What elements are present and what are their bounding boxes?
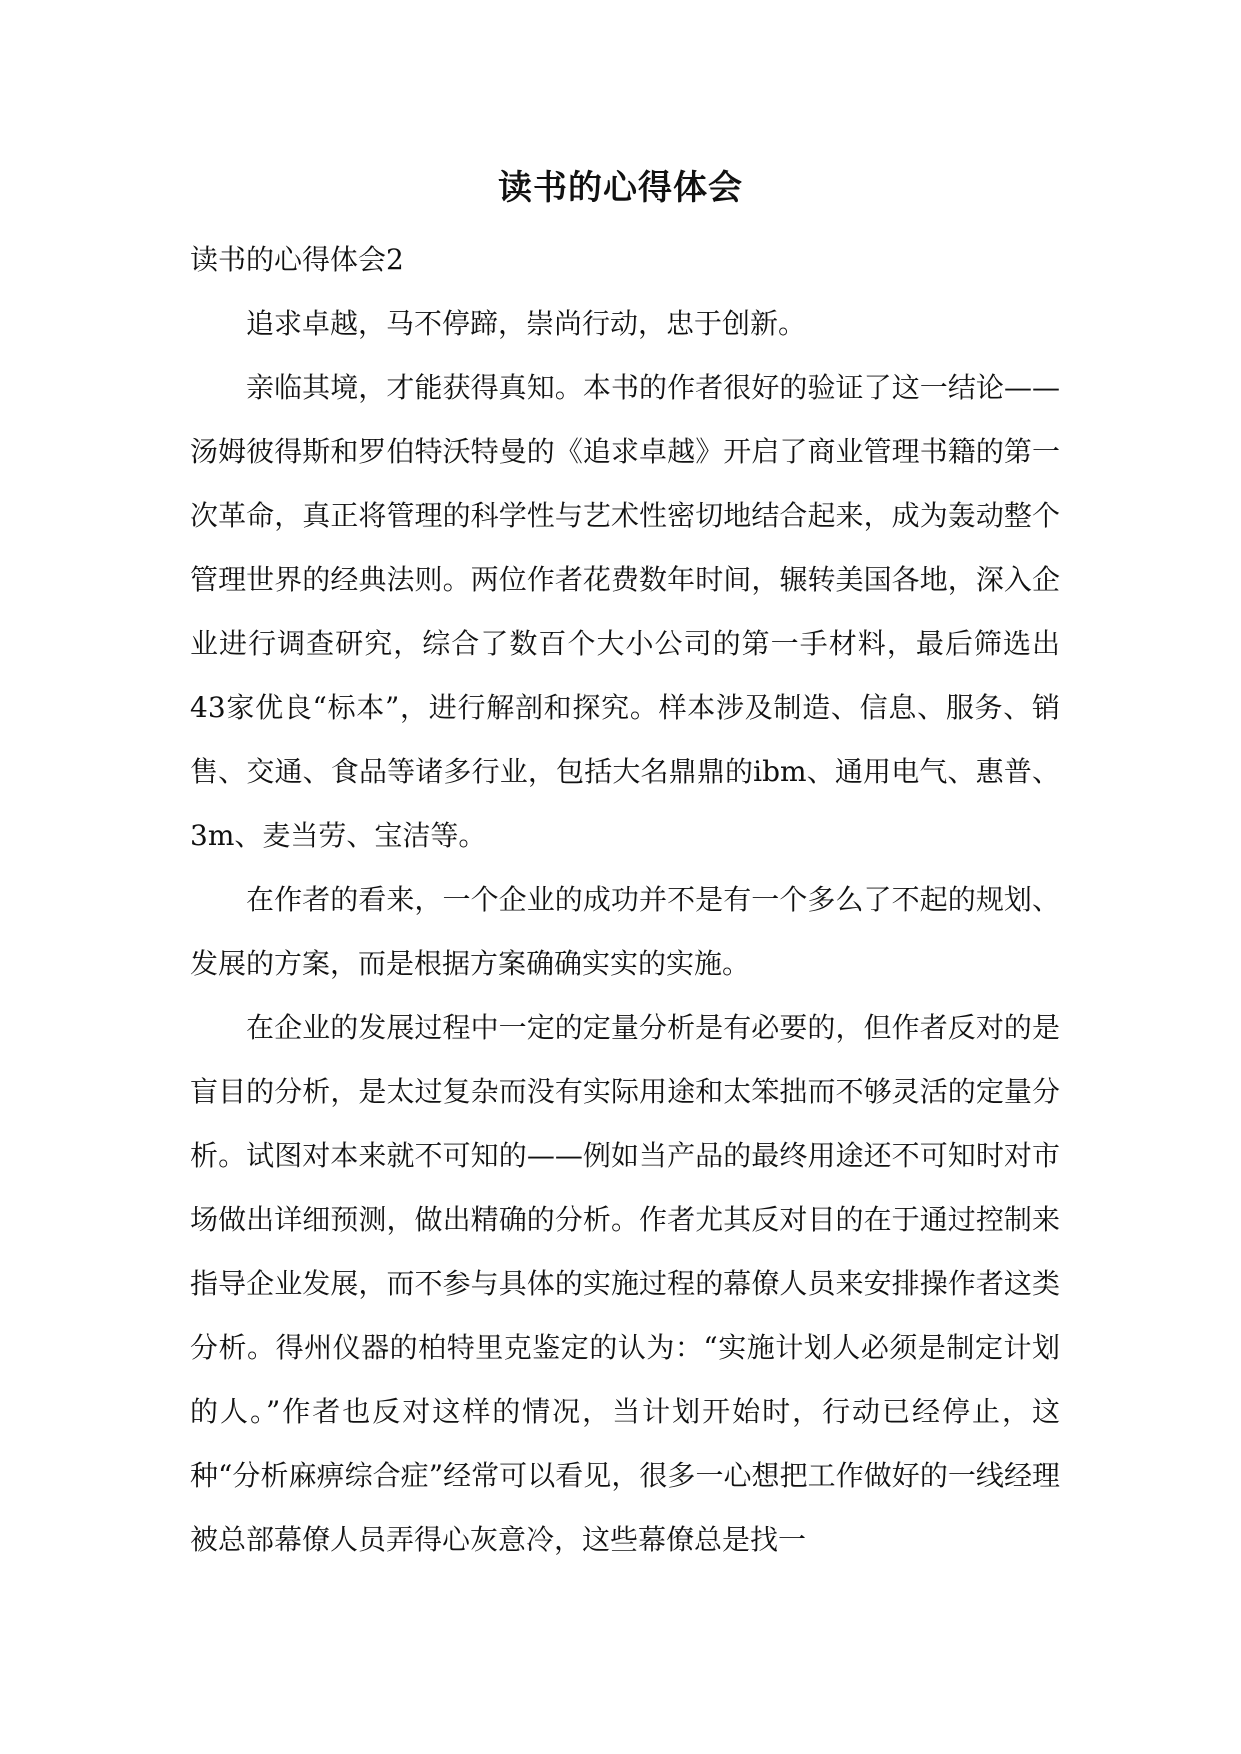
paragraph-2: 亲临其境，才能获得真知。本书的作者很好的验证了这一结论——汤姆彼得斯和罗伯特沃特曼的《追求卓越》开启了商业管理书籍的第一次革命，真正将管理的科学性与艺术性密切地结合起来，成为轰动整个管理世界的经典法则。两位作者花费数年时间，辗转美国各地，深入企业进行调查研究，综合了数百个大小公司的第一手材料，最后筛选出43家优良“标本”，进行解剖和探究。样本涉及制造、信息、服务、销售、交通、食品等诸多行业，包括大名鼎鼎的ibm、通用电气、惠普、3m、麦当劳、宝洁等。 (190, 371, 1060, 852)
document-body (190, 228, 1060, 1572)
document-title: 读书的心得体会 (498, 168, 743, 208)
section-subtitle: 读书的心得体会2 (190, 243, 404, 276)
paragraph-1: 追求卓越，马不停蹄，崇尚行动，忠于创新。 (246, 307, 807, 340)
paragraph-3: 在作者的看来，一个企业的成功并不是有一个多么了不起的规划、发展的方案，而是根据方案确确实实的实施。 (190, 883, 1060, 980)
paragraph-4: 在企业的发展过程中一定的定量分析是有必要的，但作者反对的是盲目的分析，是太过复杂而没有实际用途和太笨拙而不够灵活的定量分析。试图对本来就不可知的——例如当产品的最终用途还不可知时对市场做出详细预测，做出精确的分析。作者尤其反对目的在于通过控制来指导企业发展，而不参与具体的实施过程的幕僚人员来安排操作者这类分析。得州仪器的柏特里克鉴定的认为：“实施计划人必须是制定计划的人。”作者也反对这样的情况，当计划开始时，行动已经停止，这种“分析麻痹综合症”经常可以看见，很多一心想把工作做好的一线经理被总部幕僚人员弄得心灰意冷，这些幕僚总是找一 (190, 1011, 1060, 1556)
